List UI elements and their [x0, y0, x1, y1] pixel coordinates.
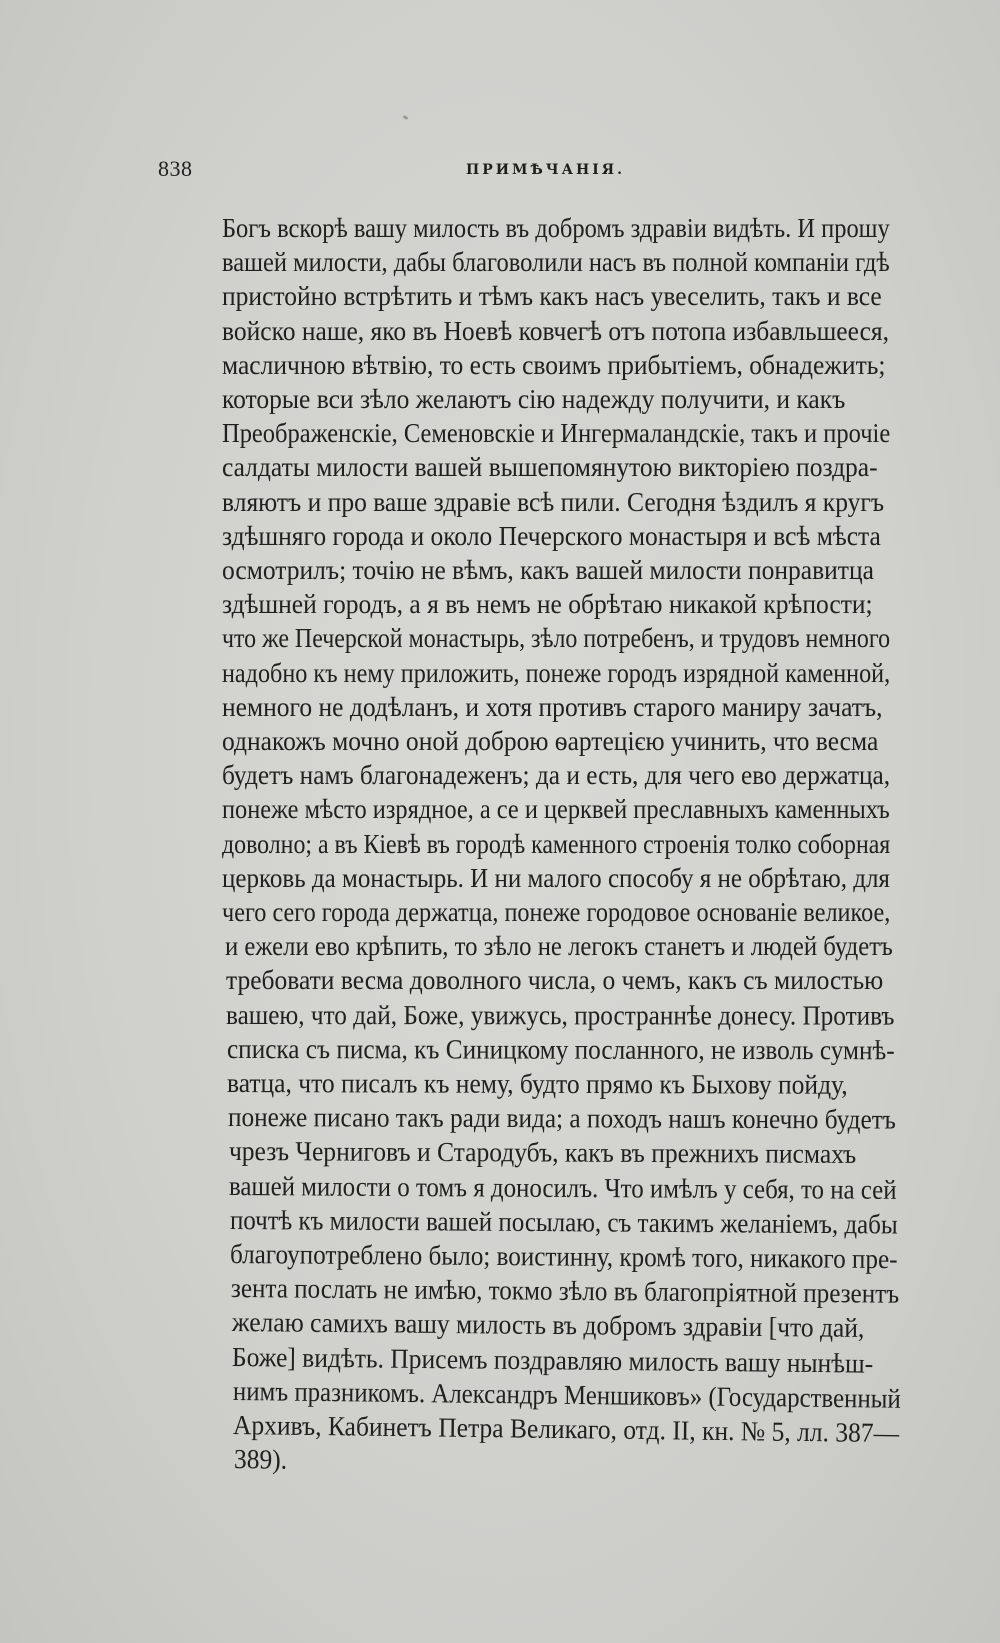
text-line: вашей милости о томъ я доносилъ. Что имѣлъ у себя, то на сей: [229, 1169, 897, 1205]
running-title: ПРИМѢЧАНІЯ.: [466, 162, 625, 178]
page-number: 838: [158, 156, 193, 181]
text-line: салдаты милости вашей вышепомянутою викторіею поздра-: [222, 451, 878, 483]
text-line: понеже писано такъ ради вида; а походъ нашъ конечно будетъ: [227, 1101, 896, 1135]
text-line: и ежели ево крѣпить, то зѣло не легокъ станетъ и людей будетъ: [225, 930, 893, 962]
text-line: ватца, что писалъ къ нему, будто прямо къ Быхову пойду,: [227, 1067, 849, 1100]
text-line: желаю самихъ вашу милость въ добромъ здравіи [что дай,: [231, 1306, 865, 1344]
text-line: доволно; а въ Кіевѣ въ городѣ каменного строенія толко соборная: [222, 827, 891, 859]
running-head: [158, 150, 838, 190]
text-line: церковь да монастырь. И ни малого способу я не обрѣтаю, для: [222, 861, 890, 893]
text-line: вашею, что дай, Боже, увижусь, пространнѣе донесу. Противъ: [226, 998, 895, 1031]
text-line: зента послать не имѣю, токмо зѣло въ благопріятной презентъ: [230, 1272, 900, 1309]
text-line: однакожъ мочно оной доброю ѳартецією учинить, что весма: [222, 725, 879, 756]
text-line: здѣшняго города и около Печерского монастыря и всѣ мѣста: [222, 519, 881, 551]
text-line: которые вси зѣло желаютъ сію надежду получити, и какъ: [222, 383, 846, 414]
text-line: понеже мѣсто изрядное, а се и церквей преславныхъ каменныхъ: [222, 793, 890, 825]
text-line: благоупотреблено было; воистинну, кромѣ того, никакого пре-: [230, 1238, 899, 1275]
text-line: требовати весма доволного числа, о чемъ, какъ съ милостью: [225, 964, 883, 996]
text-line: немного не додѣланъ, и хотя противъ старого маниру зачатъ,: [222, 690, 883, 722]
text-line: войско наше, яко въ Ноевѣ ковчегѣ отъ потопа избавльшееся,: [222, 314, 890, 346]
text-line: здѣшней городъ, а я въ немъ не обрѣтаю никакой крѣпости;: [222, 588, 873, 620]
text-line: списка съ писма, къ Синицкому посланного, не изволь сумнѣ-: [226, 1032, 895, 1066]
text-line: чего сего города держатца, понеже городовое основаніе великое,: [222, 896, 891, 927]
text-line: осмотрилъ; точію не вѣмъ, какъ вашей милости понравитца: [222, 554, 874, 585]
text-line: Богъ вскорѣ вашу милость въ добромъ здравіи видѣть. И прошу: [222, 212, 890, 243]
text-line: вляютъ и про ваше здравіе всѣ пили. Сегодня ѣздилъ я кругъ: [222, 485, 885, 517]
text-line: почтѣ къ милости вашей посылаю, съ такимъ желаніемъ, дабы: [229, 1203, 898, 1240]
text-line: Архивъ, Кабинетъ Петра Великаго, отд. II, кн. № 5, лл. 387—: [233, 1409, 900, 1449]
ink-speck: [403, 115, 409, 120]
text-line: 389).: [233, 1443, 288, 1475]
text-line: Преображенскіе, Семеновскіе и Ингермаландскіе, такъ и прочіе: [222, 417, 891, 449]
text-line: что же Печерской монастырь, зѣло потребенъ, и трудовъ немного: [222, 622, 891, 654]
text-line: масличною вѣтвію, то есть своимъ прибытіемъ, обнадежить;: [222, 348, 886, 380]
text-line: пристойно встрѣтить и тѣмъ какъ насъ увеселить, такъ и все: [222, 280, 882, 312]
text-line: будетъ намъ благонадеженъ; да и есть, для чего ево держатца,: [222, 759, 891, 791]
text-line: Боже] видѣть. Присемъ поздравляю милость вашу нынѣш-: [232, 1340, 874, 1379]
body-text: [222, 210, 942, 1510]
text-line: чрезъ Черниговъ и Стародубъ, какъ въ прежнихъ писмахъ: [228, 1135, 856, 1170]
text-line: надобно къ нему приложить, понеже городъ изрядной каменной,: [222, 656, 891, 688]
text-line: вашей милости, дабы благоволили насъ въ полной компаніи гдѣ: [222, 246, 890, 278]
text-line: нимъ празникомъ. Александръ Меншиковъ» (Государственный: [232, 1374, 901, 1414]
